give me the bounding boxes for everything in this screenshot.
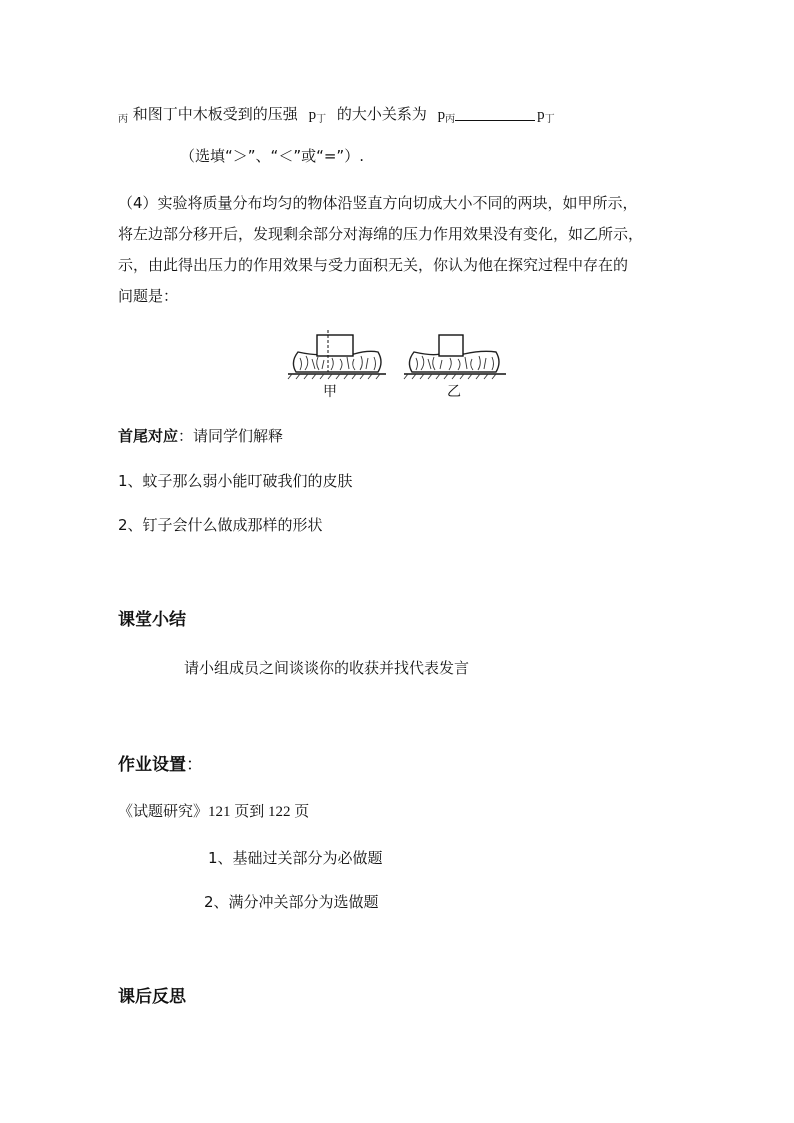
subscript-bing: 丙 [118, 114, 128, 125]
pressure-symbol-p: p [308, 107, 317, 123]
homework-book: 《试题研究》121 页到 122 页 [118, 804, 310, 820]
subscript-ding: 丁 [316, 114, 327, 125]
figure-yi [404, 335, 506, 379]
pressure-symbol-p: p [437, 107, 446, 123]
q4-line-2: 将左边部分移开后，发现剩余部分对海绵的压力作用效果没有变化，如乙所示， [118, 225, 644, 243]
figure-jia [288, 330, 386, 379]
q4-line-3: 示，由此得出压力的作用效果与受力面积无关，你认为他在探究过程中存在的 [118, 256, 629, 274]
homework-title-colon: ： [186, 755, 203, 775]
figure-label-jia: 甲 [323, 384, 337, 400]
ending-lead: 首尾对应 [118, 427, 179, 445]
q4-line-4: 问题是： [118, 287, 179, 305]
q3-text-b: 的大小关系为 [336, 105, 427, 123]
reflection-title: 课后反思 [118, 987, 186, 1007]
q3-relation-line [118, 104, 555, 130]
ending-lead-rest: ：请同学们解释 [178, 427, 284, 445]
q3-text-a: 和图丁中木板受到的压强 [132, 105, 298, 123]
figure-label-yi: 乙 [447, 384, 461, 400]
sponge-experiment-figure [284, 328, 520, 402]
pressure-symbol-p: p [537, 107, 545, 123]
homework-item-2: 2、满分冲关部分为选做题 [204, 893, 379, 911]
summary-text: 请小组成员之间谈谈你的收获并找代表发言 [184, 659, 470, 677]
summary-title: 课堂小结 [118, 610, 186, 630]
homework-title-text: 作业设置 [118, 755, 186, 775]
homework-item-1: 1、基础过关部分为必做题 [208, 849, 383, 867]
q4-line-1: （4）实验将质量分布均匀的物体沿竖直方向切成大小不同的两块，如甲所示， [118, 194, 638, 212]
ending-item-1: 1、蚊子那么弱小能叮破我们的皮肤 [118, 472, 353, 490]
subscript-bing: 丙 [445, 114, 456, 125]
ending-item-2: 2、钉子会什么做成那样的形状 [118, 516, 323, 534]
answer-blank[interactable] [455, 106, 535, 121]
homework-title [118, 754, 203, 776]
subscript-ding: 丁 [544, 114, 555, 125]
ending-heading [118, 426, 283, 446]
q3-hint: （选填“＞”、“＜”或“=”）. [180, 147, 364, 165]
